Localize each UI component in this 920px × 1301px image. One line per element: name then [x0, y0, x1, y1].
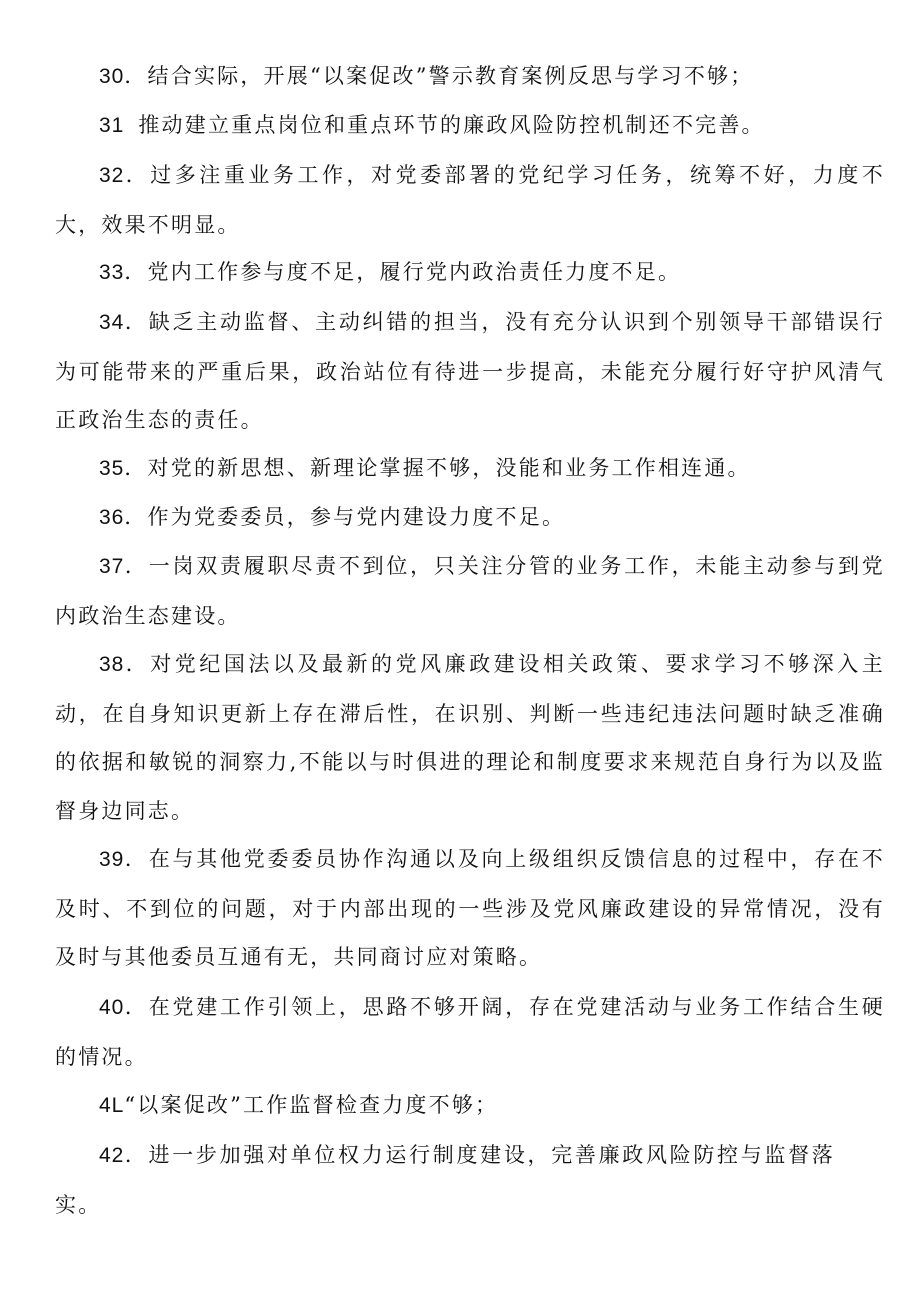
list-item: [55, 1081, 885, 1131]
item-number: 40: [99, 996, 125, 1019]
item-text: “以案促改”工作监督检查力度不够；: [124, 1093, 499, 1117]
list-item: [55, 542, 885, 640]
item-number: 32: [99, 164, 125, 187]
list-item: [55, 151, 885, 249]
list-item: [55, 52, 885, 102]
list-item: [55, 640, 885, 835]
item-number: 35: [99, 457, 125, 480]
list-item: [55, 444, 885, 494]
item-number: 33: [99, 261, 125, 284]
item-number: 39: [99, 848, 125, 871]
list-item: [55, 1131, 835, 1229]
list-item: [55, 493, 885, 543]
item-number: 42: [99, 1144, 125, 1167]
list-item: [55, 101, 885, 151]
item-text: ．作为党委委员，参与党内建设力度不足。: [124, 505, 566, 529]
item-text: ．对党纪国法以及最新的党风廉政建设相关政策、要求学习不够深入主动，在自身知识更新上存在滞后性，在识别、判断一些违纪违法问题时缺乏准确的依据和敏锐的洞察力,不能以与时俱进的理论和制度要求来规范自身行为以及监督身边同志。: [55, 652, 885, 823]
item-text: ．党内工作参与度不足，履行党内政治责任力度不足。: [124, 260, 682, 284]
item-text: ．过多注重业务工作，对党委部署的党纪学习任务，统筹不好，力度不大，效果不明显。: [55, 163, 885, 237]
item-text: ．一岗双责履职尽责不到位，只关注分管的业务工作，未能主动参与到党内政治生态建设。: [55, 554, 885, 628]
list-item: [55, 298, 885, 445]
item-text: ．进一步加强对单位权力运行制度建设，完善廉政风险防控与监督落实。: [55, 1143, 835, 1217]
item-text: 推动建立重点岗位和重点环节的廉政风险防控机制还不完善。: [138, 113, 765, 137]
item-number: 31: [99, 114, 125, 137]
item-text: ．在与其他党委委员协作沟通以及向上级组织反馈信息的过程中，存在不及时、不到位的问题，对于内部出现的一些涉及党风廉政建设的异常情况，没有及时与其他委员互通有无，共同商讨应对策略。: [55, 847, 885, 969]
item-text: ．在党建工作引领上，思路不够开阔，存在党建活动与业务工作结合生硬的情况。: [55, 995, 885, 1069]
item-number: 30: [99, 65, 125, 88]
item-text: ．结合实际，开展“以案促改”警示教育案例反思与学习不够；: [124, 64, 754, 88]
item-text: ．缺乏主动监督、主动纠错的担当，没有充分认识到个别领导干部错误行为可能带来的严重后果，政治站位有待进一步提高，未能充分履行好守护风清气正政治生态的责任。: [55, 310, 885, 432]
item-text: ．对党的新思想、新理论掌握不够，没能和业务工作相连通。: [124, 456, 751, 480]
item-number: 37: [99, 555, 125, 578]
item-number: 38: [99, 653, 125, 676]
item-number: 34: [99, 311, 125, 334]
item-number: 4L: [99, 1094, 125, 1117]
list-item: [55, 835, 885, 982]
list-item: [55, 983, 885, 1081]
item-number: 36: [99, 506, 125, 529]
list-item: [55, 248, 885, 298]
